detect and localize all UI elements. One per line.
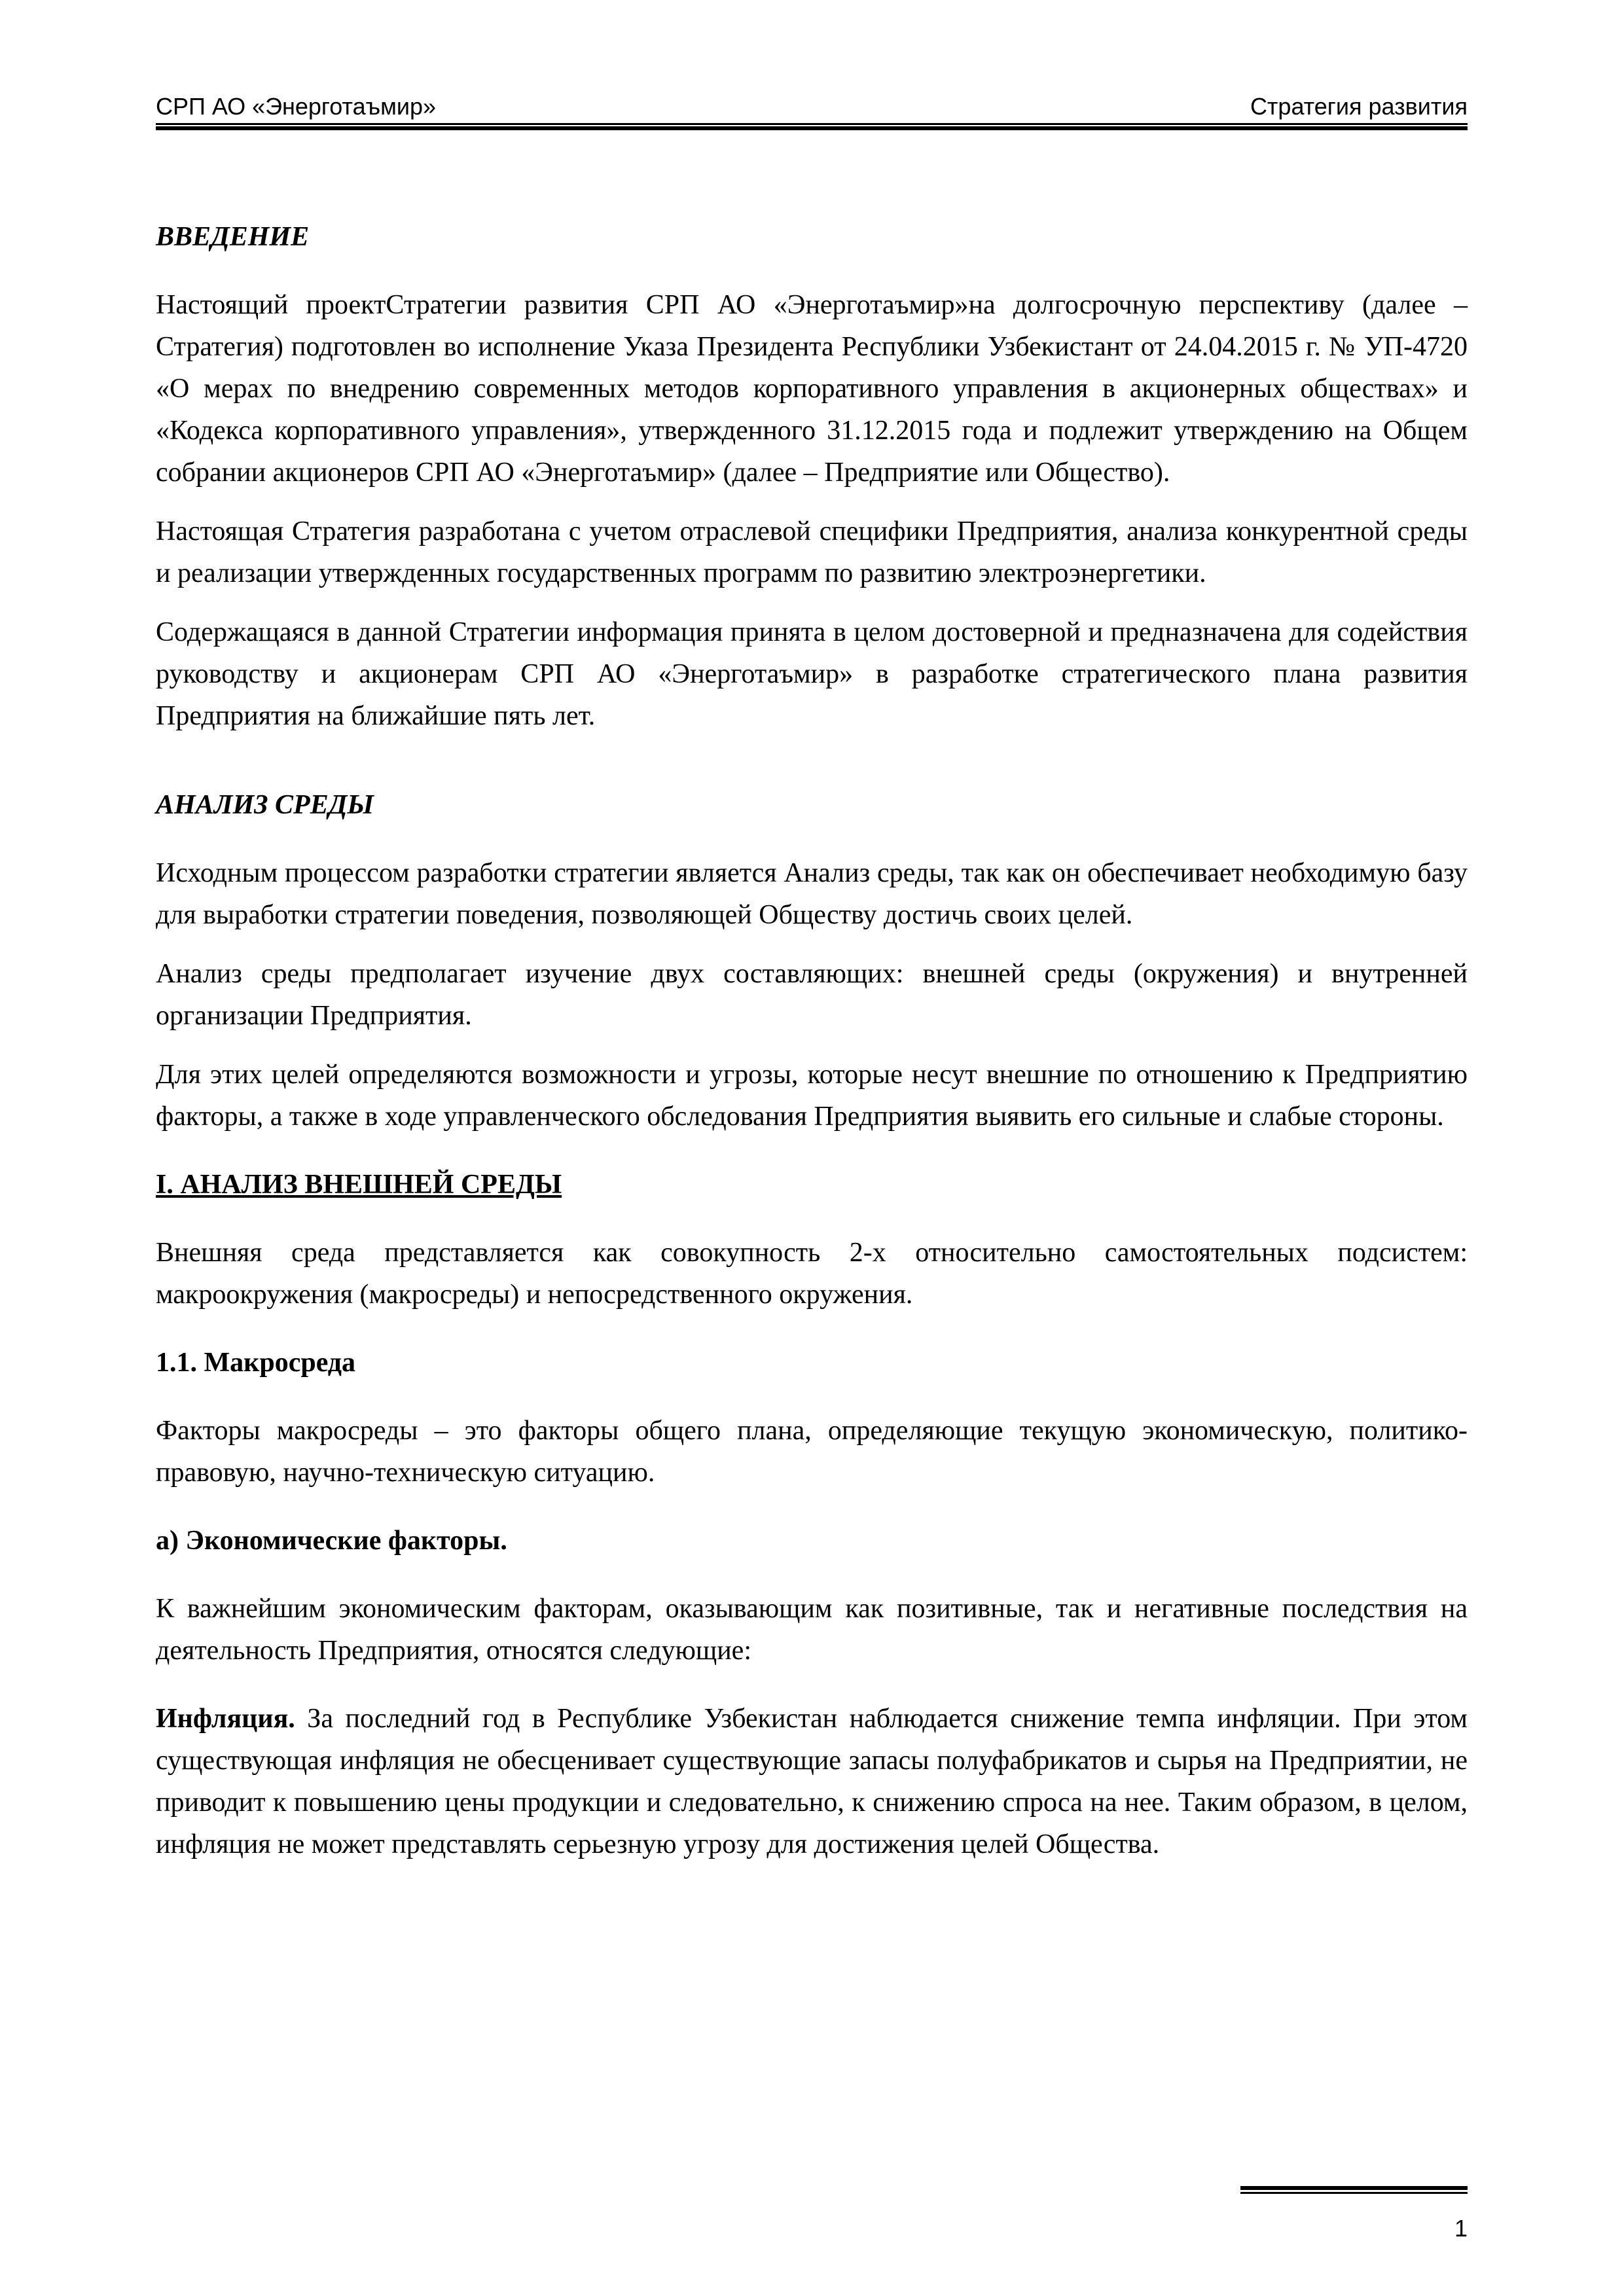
section-title-environment-analysis: АНАЛИЗ СРЕДЫ: [156, 790, 374, 820]
macro-environment-paragraph: Факторы макросреды – это факторы общего плана, определяющие текущую экономическую, политико-правовую, научно-техническую ситуацию.: [156, 1416, 1468, 1488]
document-body: [156, 216, 1468, 1865]
subsection-title-economic-factors: а) Экономические факторы.: [156, 1526, 507, 1556]
intro-paragraph-3: Содержащаяся в данной Стратегии информация принята в целом достоверной и предназначена для содействия руководству и акционерам СРП АО «Энерготаъмир» в разработке стратегического плана развития Предприятия на ближайшие пять лет.: [156, 617, 1468, 731]
intro-paragraph-1: Настоящий проектСтратегии развития СРП АО «Энерготаъмир»на долгосрочную перспективу (далее – Стратегия) подготовлен во исполнение Указа Президента Республики Узбекистант от 24.04.2015 г. № УП-4720 «О мерах по внедрению современных методов корпоративного управления в акционерных обществах» и «Кодекса корпоративного управления», утвержденного 31.12.2015 года и подлежит утверждению на Общем собрании акционеров СРП АО «Энерготаъмир» (далее – Предприятие или Общество).: [156, 290, 1468, 488]
running-header: [156, 90, 1468, 123]
footer-rule-thin: [1240, 2192, 1468, 2194]
environment-paragraph-2: Анализ среды предполагает изучение двух составляющих: внешней среды (окружения) и внутренней организации Предприятия.: [156, 959, 1468, 1031]
subsection-title-macro-environment: 1.1. Макросреда: [156, 1348, 356, 1378]
header-rule: [156, 123, 1468, 130]
environment-paragraph-3: Для этих целей определяются возможности и угрозы, которые несут внешние по отношению к Предприятию факторы, а также в ходе управленческого обследования Предприятия выявить его сильные и слабые стороны.: [156, 1060, 1468, 1132]
header-company-name: СРП АО «Энерготаъмир»: [156, 93, 437, 120]
section-title-external-environment: I. АНАЛИЗ ВНЕШНЕЙ СРЕДЫ: [156, 1170, 562, 1200]
inflation-label: Инфляция.: [156, 1704, 295, 1734]
header-rule-thin: [156, 123, 1468, 125]
header-rule-thick: [156, 126, 1468, 130]
external-environment-paragraph: Внешняя среда представляется как совокупность 2-х относительно самостоятельных подсистем: макроокружения (макросреды) и непосредственного окружения.: [156, 1238, 1468, 1310]
header-document-title: Стратегия развития: [1250, 93, 1468, 120]
page-number: 1: [1454, 2215, 1468, 2242]
section-title-introduction: ВВЕДЕНИЕ: [156, 222, 310, 252]
intro-paragraph-2: Настоящая Стратегия разработана с учетом отраслевой специфики Предприятия, анализа конкурентной среды и реализации утвержденных государственных программ по развитию электроэнергетики.: [156, 516, 1468, 588]
footer-rule-thick: [1240, 2186, 1468, 2190]
environment-paragraph-1: Исходным процессом разработки стратегии является Анализ среды, так как он обеспечивает необходимую базу для выработки стратегии поведения, позволяющей Обществу достичь своих целей.: [156, 858, 1468, 930]
inflation-paragraph: [156, 1698, 1468, 1865]
inflation-text: За последний год в Республике Узбекистан наблюдается снижение темпа инфляции. При этом существующая инфляция не обесценивает существующие запасы полуфабрикатов и сырья на Предприятии, не приводит к повышению цены продукции и следовательно, к снижению спроса на нее. Таким образом, в целом, инфляция не может представлять серьезную угрозу для достижения целей Общества.: [156, 1704, 1468, 1859]
economic-factors-paragraph: К важнейшим экономическим факторам, оказывающим как позитивные, так и негативные последствия на деятельность Предприятия, относятся следующие:: [156, 1594, 1468, 1666]
footer-rule: [1240, 2186, 1468, 2194]
